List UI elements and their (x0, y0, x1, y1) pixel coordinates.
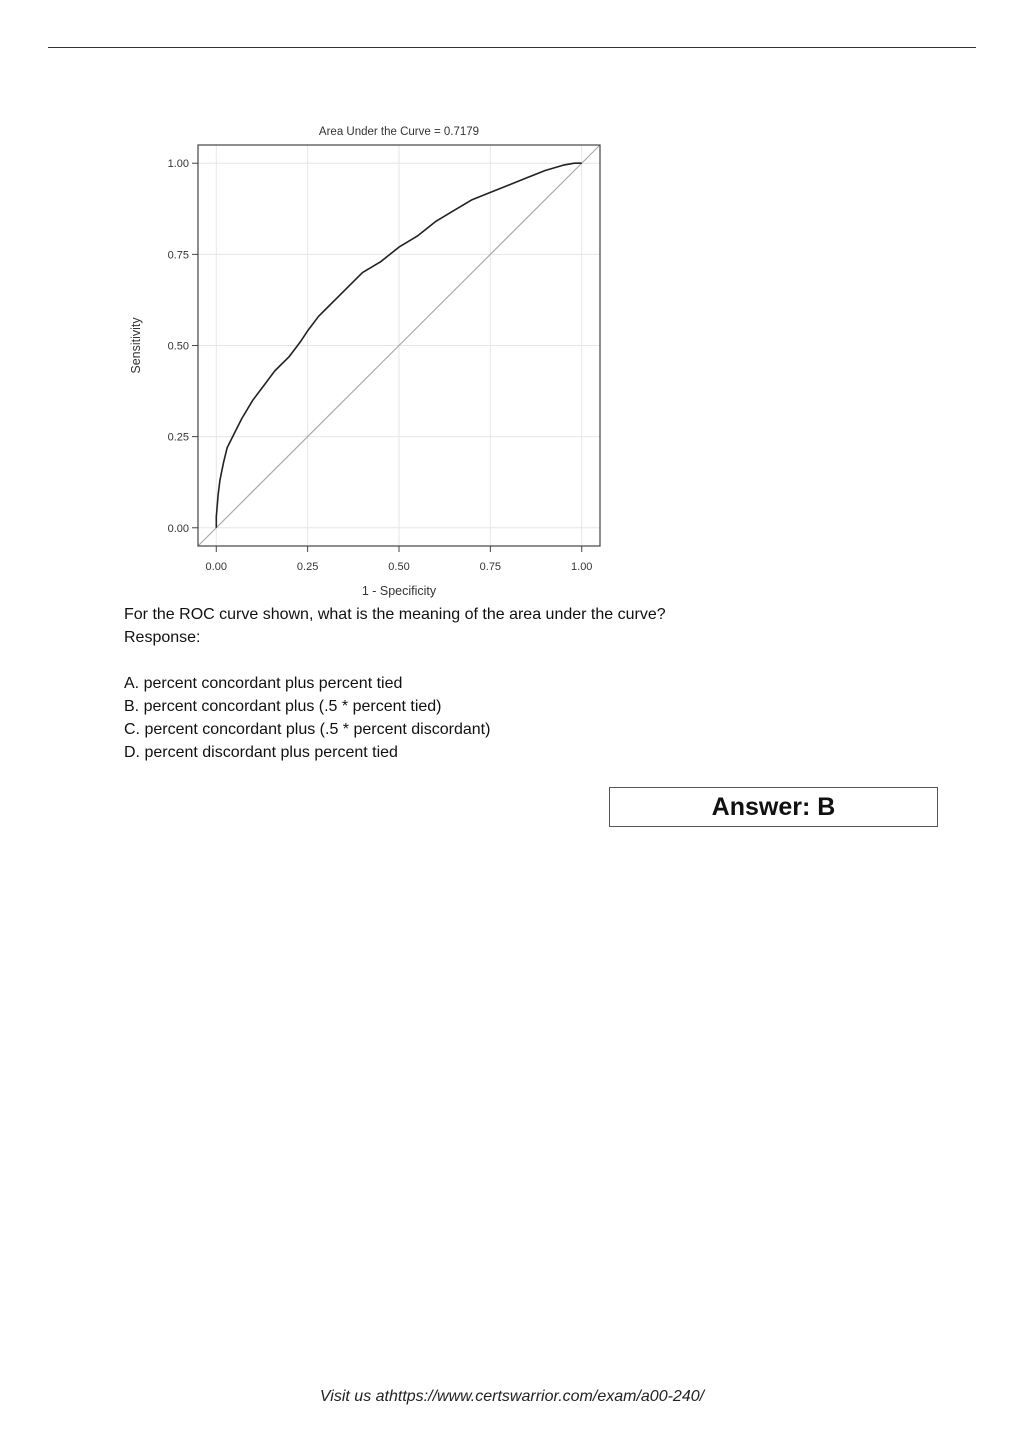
y-tick-label: 0.50 (167, 340, 189, 353)
y-tick-label: 0.00 (167, 522, 189, 535)
question-prompt: For the ROC curve shown, what is the meaning of the area under the curve? (124, 606, 666, 623)
chart-title: Area Under the Curve = 0.7179 (318, 126, 480, 138)
question-block (124, 603, 824, 649)
y-tick-label: 0.25 (167, 431, 189, 444)
roc-chart-svg (120, 118, 620, 606)
option-a: A. percent concordant plus percent tied (124, 675, 403, 692)
y-axis-label: Sensitivity (129, 317, 143, 374)
x-tick-label: 0.25 (296, 561, 319, 573)
answer-options (124, 672, 824, 764)
roc-chart (120, 118, 620, 606)
y-tick-label: 0.75 (167, 249, 189, 262)
x-tick-label: 0.00 (205, 561, 227, 573)
y-tick-label: 1.00 (167, 158, 189, 171)
x-tick-label: 0.75 (479, 561, 502, 573)
x-tick-label: 0.50 (388, 561, 410, 573)
footer-link-text: Visit us athttps://www.certswarrior.com/exam/a00-240/ (319, 1388, 705, 1405)
option-b: B. percent concordant plus (.5 * percent tied) (124, 698, 442, 715)
option-c: C. percent concordant plus (.5 * percent discordant) (124, 721, 491, 738)
answer-box (609, 787, 938, 827)
option-d: D. percent discordant plus percent tied (124, 744, 398, 761)
x-tick-label: 1.00 (571, 561, 593, 573)
x-axis-label: 1 - Specificity (361, 584, 437, 598)
axis-ticks (168, 158, 593, 573)
response-label: Response: (124, 629, 201, 646)
answer-text: Answer: B (711, 792, 836, 821)
top-rule (48, 47, 976, 48)
